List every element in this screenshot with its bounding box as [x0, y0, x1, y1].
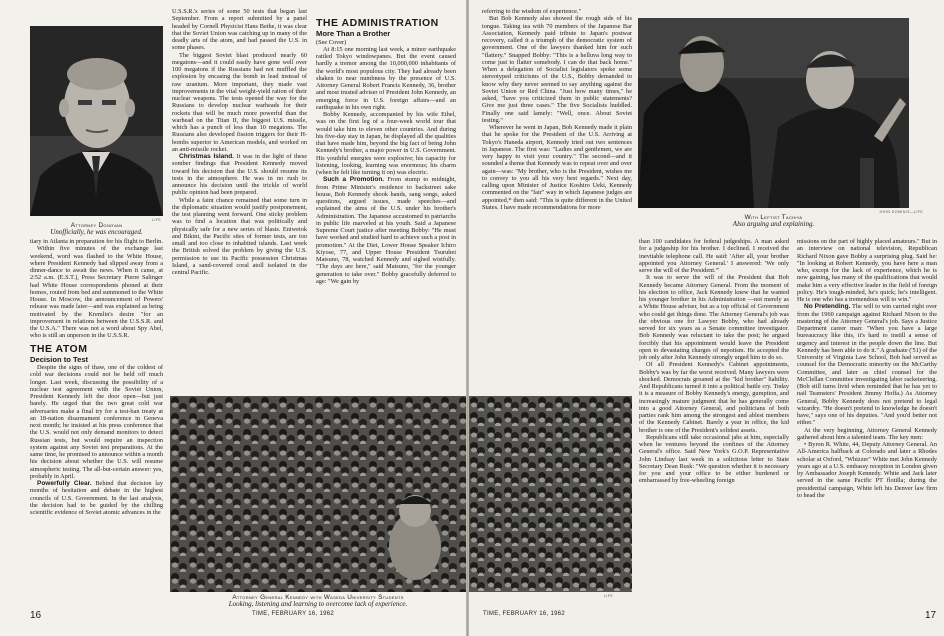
paragraph: referring to the wisdom of experience.": [482, 8, 582, 15]
left-page: [0, 0, 466, 636]
photo-credit: LIFE: [604, 594, 614, 598]
caption-title: With Leftist Tachiya: [744, 214, 803, 221]
portrait-caption: [30, 222, 163, 236]
students-crowd-photo-left: [170, 396, 466, 592]
subheading-more-than-brother: More Than a Brother: [316, 29, 391, 39]
portrait-photo-donovan: [30, 26, 163, 216]
page-number: 17: [925, 610, 937, 621]
paragraph-text: From stump to midnight, from Prime Minister's residence to backstreet sake house, Bob Kennedy shook hands, sang songs, asked questions, argued issues, made speeches—and explained the aims of the U.S. under his brother's Administration. The Japanese accustomed to patriarchs in public life marveled at his youth. Said a Japanese Supreme Court justice after meeting Bobby: "He must have worked and studied hard to achieve such a post in promotion." At the Diet, Lower House Speaker Ichiro Kiyose, 77, and Upper House President Tsuruhei Matsuno, 78, watched Kennedy and sighed wistfully. "The days are here," said Matsuno, "for the younger generation to take over." Bobby gracefully deferred to age: "We gain by: [316, 176, 456, 285]
subheading-decision: Decision to Test: [30, 354, 89, 364]
caption-subtitle: Also arguing and explaining.: [732, 220, 815, 228]
right-column-2: [639, 238, 789, 604]
paragraph: Within five minutes of the exchange last weekend, word was flashed to the White House, where President Kennedy had slipped away from a dinner-dance to await the news. When it came, at 2:52 a.m. (E.S.T.), Press Secretary Pierre Salinger had White House correspondents phoned at their homes, routed from bed and summoned to the White House. In Moscow, the announcement of Powers' release was made later—and was explained as being motivated by the Kremlin's desire "for an improvement in relations between the U.S.S.R. and the U.S.A." There was not a word about Spy Abel, who is still an unperson in the U.S.S.R.: [30, 245, 163, 340]
paragraph-text: The will to win carried right over from the 1960 campaign against Richard Nixon to the mastering of the Attorney General's job. Says a Justice Department career man: "When you have a large bureaucracy like this, it's hard to instill a sense of urgency and interest in the people down the line. But Kennedy has been able to do it." A graduate ('51) of the University of Virginia Law School, Bob had served as counsel for the Democratic minority on the McCarthy Committee, and later as chief counsel for the McClellan Committee investigating labor racketeering. (Bob still turns livid when reminded that he has yet to nail Teamsters' President Jimmy Hoffa.) As Attorney General, Bobby Kennedy does not pretend to legal wizardry. "He doesn't pretend to knowledge he doesn't have," says one of his deputies. "And you'd better not either.": [797, 303, 937, 427]
section-heading-atom: THE ATOM: [30, 342, 88, 355]
paragraph: tiary in Atlanta in preparation for his flight to Berlin.: [30, 238, 163, 245]
page-footer: TIME, FEBRUARY 16, 1962: [252, 611, 335, 617]
lead-in: No Pretending.: [804, 303, 851, 311]
paragraph: Republicans still take occasional jabs at him, especially when he ventures beyond the confines of the Attorney General's office. Said New York's G.O.P. Representative John Lindsay last week in a solicitous letter to State Secretary Dean Rusk: "We question whether it is necessary for you and your office to be either burdened or embarrassed by free-wheeling foreign: [639, 433, 789, 485]
lead-in: Powerfully Clear.: [37, 480, 92, 487]
students-photo-caption: [170, 594, 466, 608]
paragraph-text: It was in the light of these somber findings that President Kennedy moved toward his decision that the U.S. should resume its tests in the atmosphere. He was in no rush to announce his decision until the trickle of world public opinion had been prepared.: [172, 153, 307, 197]
caption-title: Attorney Donovan: [70, 222, 123, 229]
paragraph: Despite the signs of thaw, one of the coldest of cold war decisions could not be held off much longer. Last week, discussing the possibility of a nuclear test agreement with the Soviet Union, President Kennedy left the door open—but just barely. He urged that the two great cold war adversaries make a final try for a test-ban treaty at an 18-nation disarmament conference in Geneva next month; he insisted at his press conference that the U.S. would not only demand monitors to detect Russian tests, but would require an inspection system against any Soviet test preparations. At the same time, he promised to announce within a month his decision about whether the U.S. will resume atmospheric testing. The all-but-certain answer: yes, probably in April.: [30, 364, 163, 480]
page-footer: TIME, FEBRUARY 16, 1962: [483, 611, 566, 617]
students-crowd-photo-right: [469, 396, 632, 592]
paragraph: Wherever he went in Japan, Bob Kennedy made it plain that he spoke for the President of the U.S. Arriving at Tokyo's Haneda airport, Kennedy tried out two sentences in Japanese. The first was: "Ladies and gentlemen, we are very happy to visit your country." The second—and it sounded a theme that Kennedy was to repeat over and over again—was: "My brother, who is the President, wishes me to convey to you all his very best regards." Next day, calling upon Minister of Justice Koshiro Ueki, Kennedy commented on the "fair" way in which Japanese judges are appointed,* then said: "This is quite different in the United States. I have made recommendations for more: [482, 124, 632, 211]
tachiya-photo-caption: [638, 214, 909, 228]
paragraph: At the very beginning, Attorney General Kennedy gathered about him a talented team. The key men:: [797, 426, 937, 441]
paragraph: than 100 candidates for federal judgeships. A man asked for a judgeship for his brother. I declined. I received the inevitable telephone call. He said: 'After all, your brother appointed you Attorney General.' I answered: 'We only serve the will of the President.'": [639, 238, 789, 274]
paragraph-text: Behind that decision lay months of hesitation and debate in the highest councils of U.S. Government. In the last analysis, the decision had to be guided by the chilling scientific evidence of Soviet atomic advances in the: [30, 480, 163, 516]
paragraph: • Byron R. White, 44, Deputy Attorney General. An All-America halfback at Colorado and later a Rhodes scholar at Oxford, "Whizzer" White met John Kennedy years ago at a U.S. embassy reception in London given by Ambassador Joseph Kennedy. White and Jack later served in the same Pacific PT flotilla; during the presidential campaign, White left his Denver law firm to head the: [797, 441, 937, 499]
page-number: 16: [30, 610, 42, 621]
paragraph: But Bob Kennedy also showed the rough side of his tongue. Taking tea with 70 members of the Japanese Bar Association, Kennedy paid tribute to Japan's postwar recovery, called it a triumph of the democratic system of government. One of the lawyers thanked him for such "flattery." Snapped Bobby: "This is a helluva long way to come just to flatter somebody. I can do that back home." When a delegation of Socialist legislators spoke some stereotyped criticisms of the U.S., Bobby demanded to know why they never seemed to say anything against the Soviet Union or Red China. "Just how many times," he asked, "have you criticized them in public statements? Give me just three cases." The five Socialists huddled. Finally one said lamely: "Well, once. About Soviet testing.": [482, 15, 632, 124]
lead-in: Such a Promotion.: [323, 176, 385, 184]
photo-credit: LIFE: [152, 218, 162, 222]
paragraph: At 8:15 one morning last week, a minor earthquake rattled Tokyo windowpanes. But the event caused hardly a tremor among the 10,000,000 inhabitants of the world's most populous city. They had already been shaken to near numbness by the presence of U.S. Attorney General Robert Francis Kennedy, 36, brother and most trusted adviser of President John Kennedy, an emerging force in U.S. foreign affairs—and an earthquake in his own right.: [316, 45, 456, 111]
caption-title: Attorney General Kennedy with Waseda University Students: [232, 594, 404, 601]
cover-note: (See Cover): [316, 38, 347, 46]
left-column-1: [30, 238, 163, 600]
paragraph: While a faint chance remained that some turn in the diplomatic situation would justify postponement, the test planning went forward. One sticky problem was to find a location that was politically and physically safe for a new series of blasts. Eniwetok and Bikini, the Pacific sites of former tests, are too small and too close to inhabited islands. Last week the British solved the problem by giving the U.S. permission to use its Pacific possession Christmas Island, a sand-covered coral atoll isolated in the central Pacific.: [172, 196, 307, 276]
photo-credit: JOHN DOMINIS—LIFE: [879, 210, 924, 214]
right-page: [469, 0, 944, 636]
right-column-1: [482, 8, 632, 388]
section-heading-administration: THE ADMINISTRATION: [316, 17, 439, 29]
paragraph: U.S.S.R.'s series of some 50 tests that began last September. From a report submitted by a panel headed by Cornell Physicist Hans Bethe, it was clear that the Soviet Union was catching up in many of the deadly arts of the atom, and had passed the U.S. in some phases.: [172, 8, 307, 52]
paragraph: Of all President Kennedy's Cabinet appointments, Bobby's was by far the worst received. Many lawyers were shocked. Democrats groaned at the "kid brother" liability. And Republicans turned it into a political battle cry. Today it is a measure of Bobby Kennedy's energy, gumption, and increasingly mature judgment that he has generally come into a good Attorney General, and politicians of both parties rank him among the strongest and ablest members of the Kennedy Cabinet. Barely a year in office, the kid brother is one of the President's solidest assets.: [639, 361, 789, 434]
paragraph: missions on the part of highly placed amateurs." But in an interview on national television, Republican Richard Nixon gave Bobby a surprising plug. Said he: "In looking at Robert Kennedy, you have here a man who, except for the lack of experience, which he is now gaining, has many of the qualifications that would make him a very effective leader in the field of foreign policy. He's tough-minded, he's quick; he's intelligent. He is one who has a tremendous will to win.": [797, 238, 937, 303]
tachiya-photo: [638, 18, 909, 208]
paragraph: Bobby Kennedy, accompanied by his wife Ethel, was on the first leg of a four-week world tour that would take him to eleven other countries. And during his five-day stay in Japan, he displayed all the qualities that have made him, beyond the big fact of being John Kennedy's brother, a major power in U.S. Government. His youthful energies were explosive; his capacity for listening, looking, learning was enormous; his charm (when he felt like turning it on) was electric.: [316, 111, 456, 176]
caption-subtitle: Unofficially, he was encouraged.: [50, 228, 143, 236]
right-column-3: [797, 238, 937, 604]
left-column-3: [316, 8, 456, 392]
paragraph: The biggest Soviet blast produced nearly 60 megatons—and it could easily have gone well over 100 megatons if the Russians had not muffled the explosion by encasing the bomb in lead instead of raw uranium. More important, they made vast improvements in the vital weight-yield ration of their nuclear weapons. The tests opened the way for the Russians to develop nuclear warheads for their rockets that will be much more powerful than the warhead on the Titan II, the biggest U.S. missile, which has a punch of less than 10 megatons. The Russians also developed fission triggers for their H-bombs superior to American models, and worked on an anti-missile rocket.: [172, 51, 307, 153]
lead-in: Christmas Island.: [179, 153, 235, 160]
left-column-2: [172, 8, 307, 392]
paragraph: It was to serve the will of the President that Bob Kennedy became Attorney General. From the moment of his election to office, Jack Kennedy knew that he wanted his younger brother in his Administration —not merely as a White House adviser, but as a top official of Government who could get things done. The Attorney General's job was the obvious one for Lawyer Bobby, who had already served for six years as a Senate committee investigator. Bob Kennedy was reluctant to take the post; he argued forcibly that his appointment would leave the President open to devastating charges of nepotism. He accepted the job only after John Kennedy strongly urged him to do so.: [639, 274, 789, 361]
caption-subtitle: Looking, listening and learning to overcome lack of experience.: [228, 600, 408, 608]
